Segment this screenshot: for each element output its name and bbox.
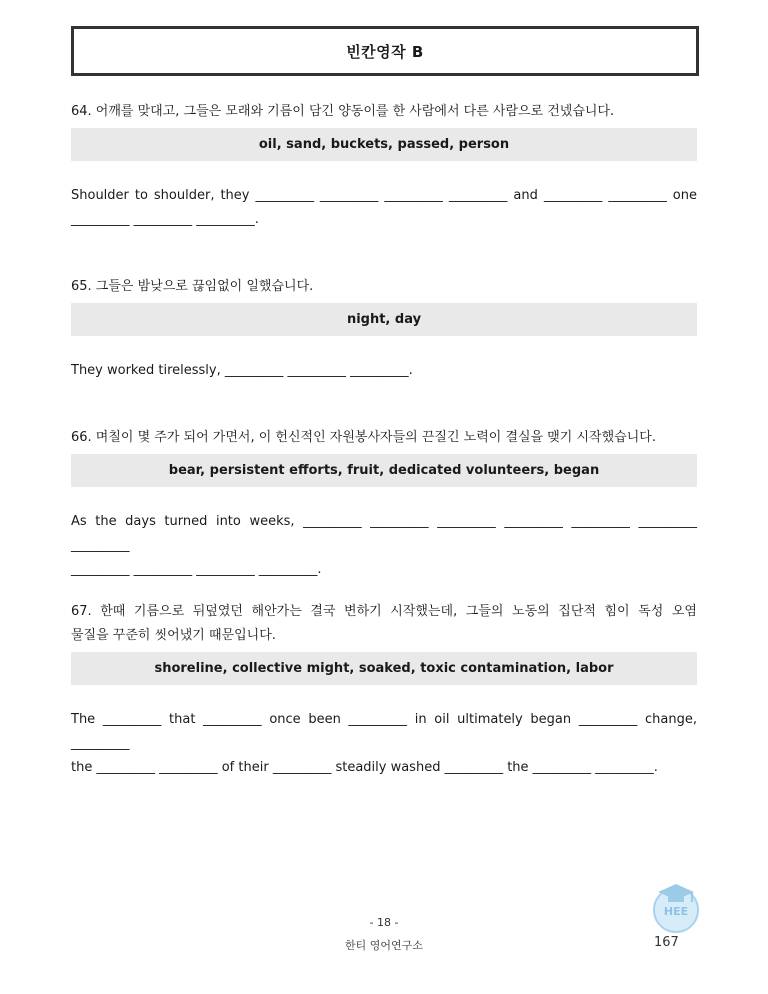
answer-line: the _________ _________ of their _________ steadily washed _________ the _________ _________. [71,760,658,775]
hee-logo [648,878,704,934]
answer-line: _________ _________ _________ _________. [71,562,322,577]
page-title: 빈칸영작 B [346,42,424,61]
answer-line: As the days turned into weeks, _________ _________ _________ _________ _________ _________ _________ [71,514,697,553]
page-number: 167 [654,935,679,950]
question-prompt: 67. 한때 기름으로 뒤덮였던 해안가는 결국 변하기 시작했는데, 그들의 노동의 집단적 힘이 독성 오염 [71,604,697,619]
logo-text: HEE [663,905,689,918]
question-prompt: 65. 그들은 밤낮으로 끊임없이 일했습니다. [71,279,314,294]
question-65 [71,275,697,383]
question-67 [71,600,697,780]
question-prompt: 64. 어깨를 맞대고, 그들은 모래와 기름이 담긴 양동이를 한 사람에서 다른 사람으로 건넸습니다. [71,104,615,119]
word-bank-text: bear, persistent efforts, fruit, dedicated volunteers, began [168,463,600,478]
word-bank-text: oil, sand, buckets, passed, person [258,137,510,152]
answer-line: The _________ that _________ once been _________ in oil ultimately began _________ change, _________ [71,712,697,751]
question-64 [71,100,697,232]
answer-line: Shoulder to shoulder, they _________ _________ _________ _________ and _________ _________ one [71,188,697,203]
organization-name: 한티 영어연구소 [345,939,423,952]
answer-line: They worked tirelessly, _________ _________ _________. [71,363,413,378]
word-bank [71,652,697,685]
word-bank [71,454,697,487]
question-66 [71,426,697,582]
question-prompt: 66. 며칠이 몇 주가 되어 가면서, 이 헌신적인 자원봉사자들의 끈질긴 노력이 결실을 맺기 시작했습니다. [71,430,656,445]
answer-line: _________ _________ _________. [71,212,259,227]
word-bank [71,303,697,336]
page-marker: - 18 - [369,916,399,929]
word-bank [71,128,697,161]
word-bank-text: shoreline, collective might, soaked, toxic contamination, labor [154,661,614,676]
question-prompt: 물질을 꾸준히 씻어냈기 때문입니다. [71,628,276,643]
page-title-box [71,26,699,76]
word-bank-text: night, day [346,312,422,327]
